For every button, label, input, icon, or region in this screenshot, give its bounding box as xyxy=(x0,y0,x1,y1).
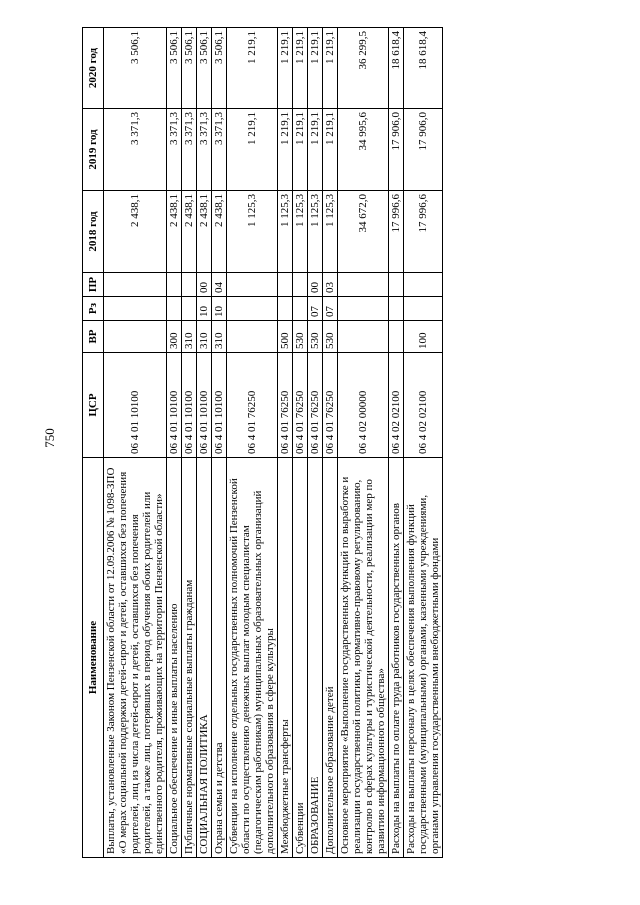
cell-pr: 00 xyxy=(308,273,323,297)
cell-2019: 34 995,6 xyxy=(338,109,389,191)
cell-2018: 34 672,0 xyxy=(338,191,389,273)
cell-csr: 06 4 01 76250 xyxy=(308,353,323,458)
cell-2020: 3 506,1 xyxy=(104,28,167,109)
cell-2019: 17 906,0 xyxy=(404,109,443,191)
cell-csr: 06 4 01 76250 xyxy=(293,353,308,458)
cell-vr: 310 xyxy=(182,321,197,353)
table-header xyxy=(83,28,104,858)
cell-csr: 06 4 01 76250 xyxy=(278,353,293,458)
cell-vr: 100 xyxy=(404,321,443,353)
cell-2018: 2 438,1 xyxy=(212,191,227,273)
cell-2018: 1 125,3 xyxy=(323,191,338,273)
cell-2018: 2 438,1 xyxy=(197,191,212,273)
header-2020: 2020 год xyxy=(83,28,104,109)
cell-2019: 3 371,3 xyxy=(182,109,197,191)
cell-pr: 03 xyxy=(323,273,338,297)
cell-2020: 1 219,1 xyxy=(323,28,338,109)
header-rz: Рз xyxy=(83,297,104,321)
cell-2019: 3 371,3 xyxy=(104,109,167,191)
cell-csr: 06 4 01 76250 xyxy=(323,353,338,458)
table-row xyxy=(338,28,389,858)
table-row xyxy=(278,28,293,858)
cell-2019: 1 219,1 xyxy=(227,109,278,191)
cell-vr: 530 xyxy=(323,321,338,353)
rotated-table-container xyxy=(82,28,443,858)
cell-vr: 310 xyxy=(197,321,212,353)
cell-vr: 310 xyxy=(212,321,227,353)
cell-name: Социальное обеспечение и иные выплаты населению xyxy=(167,458,182,858)
table-row xyxy=(197,28,212,858)
cell-2018: 1 125,3 xyxy=(227,191,278,273)
cell-pr xyxy=(404,273,443,297)
cell-vr xyxy=(389,321,404,353)
cell-2018: 17 996,6 xyxy=(389,191,404,273)
budget-table xyxy=(82,27,443,858)
cell-2020: 1 219,1 xyxy=(293,28,308,109)
cell-rz: 07 xyxy=(323,297,338,321)
cell-csr: 06 4 01 76250 xyxy=(227,353,278,458)
table-row xyxy=(167,28,182,858)
cell-csr: 06 4 01 10100 xyxy=(167,353,182,458)
cell-pr: 04 xyxy=(212,273,227,297)
cell-name: СОЦИАЛЬНАЯ ПОЛИТИКА xyxy=(197,458,212,858)
header-pr: ПР xyxy=(83,273,104,297)
table-body xyxy=(104,28,443,858)
header-row xyxy=(83,28,104,858)
cell-name: Субвенции xyxy=(293,458,308,858)
cell-name: Охрана семьи и детства xyxy=(212,458,227,858)
cell-csr: 06 4 01 10100 xyxy=(197,353,212,458)
table-row xyxy=(104,28,167,858)
cell-2018: 2 438,1 xyxy=(104,191,167,273)
cell-2018: 1 125,3 xyxy=(278,191,293,273)
cell-rz xyxy=(338,297,389,321)
cell-2018: 1 125,3 xyxy=(293,191,308,273)
cell-2018: 2 438,1 xyxy=(182,191,197,273)
header-2019: 2019 год xyxy=(83,109,104,191)
cell-name: Основное мероприятие «Выполнение государственных функций по выработке и реализации государственной политики, нормативно-правовому регулированию, контролю в сферах культуры и туристической деятельности, реализации мер по развитию информационного общества» xyxy=(338,458,389,858)
table-row xyxy=(404,28,443,858)
table-row xyxy=(308,28,323,858)
cell-vr xyxy=(338,321,389,353)
table-row xyxy=(293,28,308,858)
table-row xyxy=(227,28,278,858)
cell-2020: 3 506,1 xyxy=(197,28,212,109)
cell-csr: 06 4 02 02100 xyxy=(404,353,443,458)
cell-rz xyxy=(227,297,278,321)
cell-2020: 1 219,1 xyxy=(227,28,278,109)
cell-rz: 07 xyxy=(308,297,323,321)
header-csr: ЦСР xyxy=(83,353,104,458)
cell-2020: 3 506,1 xyxy=(182,28,197,109)
cell-2020: 3 506,1 xyxy=(212,28,227,109)
cell-vr xyxy=(104,321,167,353)
cell-rz xyxy=(293,297,308,321)
page-number: 750 xyxy=(42,428,57,448)
table-row xyxy=(323,28,338,858)
cell-name: Субвенции на исполнение отдельных государственных полномочий Пензенской области по осуществлению денежных выплат молодым специалистам (педагогическим работникам) муниципальных образовательных организаций дополнительного образования в сфере культуры xyxy=(227,458,278,858)
header-vr: ВР xyxy=(83,321,104,353)
cell-name: Межбюджетные трансферты xyxy=(278,458,293,858)
cell-rz xyxy=(104,297,167,321)
cell-name: Выплаты, установленные Законом Пензенской области от 12.09.2006 № 1098-ЗПО «О мерах социальной поддержки детей-сирот и детей, оставшихся без попечения родителей, лиц из числа детей-сирот и детей, оставшихся без попечения родителей, а также лиц, потерявших в период обучения обоих родителей или единственного родителя, проживающих на территории Пензенской области» xyxy=(104,458,167,858)
cell-pr xyxy=(104,273,167,297)
cell-vr: 300 xyxy=(167,321,182,353)
cell-vr: 500 xyxy=(278,321,293,353)
cell-rz xyxy=(182,297,197,321)
table-row xyxy=(182,28,197,858)
cell-pr xyxy=(182,273,197,297)
cell-rz xyxy=(404,297,443,321)
cell-vr: 530 xyxy=(308,321,323,353)
cell-2019: 3 371,3 xyxy=(167,109,182,191)
cell-name: Публичные нормативные социальные выплаты гражданам xyxy=(182,458,197,858)
cell-2019: 1 219,1 xyxy=(278,109,293,191)
cell-2020: 1 219,1 xyxy=(308,28,323,109)
cell-pr xyxy=(338,273,389,297)
cell-csr: 06 4 01 10100 xyxy=(104,353,167,458)
cell-2018: 2 438,1 xyxy=(167,191,182,273)
cell-name: Расходы на выплаты персоналу в целях обеспечения выполнения функций государственными (муниципальными) органами, казенными учреждениями, органами управления государственными внебюджетными фондами xyxy=(404,458,443,858)
cell-rz: 10 xyxy=(212,297,227,321)
cell-2020: 3 506,1 xyxy=(167,28,182,109)
cell-csr: 06 4 02 00000 xyxy=(338,353,389,458)
cell-rz xyxy=(389,297,404,321)
cell-pr xyxy=(278,273,293,297)
cell-csr: 06 4 01 10100 xyxy=(212,353,227,458)
cell-rz xyxy=(278,297,293,321)
cell-2020: 18 618,4 xyxy=(404,28,443,109)
cell-name: Расходы на выплаты по оплате труда работников государственных органов xyxy=(389,458,404,858)
table-row xyxy=(389,28,404,858)
cell-2020: 1 219,1 xyxy=(278,28,293,109)
cell-csr: 06 4 02 02100 xyxy=(389,353,404,458)
cell-2020: 18 618,4 xyxy=(389,28,404,109)
cell-pr xyxy=(293,273,308,297)
cell-name: ОБРАЗОВАНИЕ xyxy=(308,458,323,858)
cell-pr xyxy=(167,273,182,297)
cell-2019: 3 371,3 xyxy=(197,109,212,191)
cell-pr xyxy=(227,273,278,297)
cell-2018: 17 996,6 xyxy=(404,191,443,273)
cell-vr: 530 xyxy=(293,321,308,353)
cell-2019: 17 906,0 xyxy=(389,109,404,191)
cell-2020: 36 299,5 xyxy=(338,28,389,109)
table-row xyxy=(212,28,227,858)
cell-name: Дополнительное образование детей xyxy=(323,458,338,858)
cell-2018: 1 125,3 xyxy=(308,191,323,273)
cell-csr: 06 4 01 10100 xyxy=(182,353,197,458)
cell-rz: 10 xyxy=(197,297,212,321)
cell-pr xyxy=(389,273,404,297)
cell-2019: 1 219,1 xyxy=(293,109,308,191)
cell-2019: 3 371,3 xyxy=(212,109,227,191)
cell-2019: 1 219,1 xyxy=(323,109,338,191)
cell-vr xyxy=(227,321,278,353)
header-name: Наименование xyxy=(83,458,104,858)
cell-rz xyxy=(167,297,182,321)
cell-2019: 1 219,1 xyxy=(308,109,323,191)
header-2018: 2018 год xyxy=(83,191,104,273)
cell-pr: 00 xyxy=(197,273,212,297)
